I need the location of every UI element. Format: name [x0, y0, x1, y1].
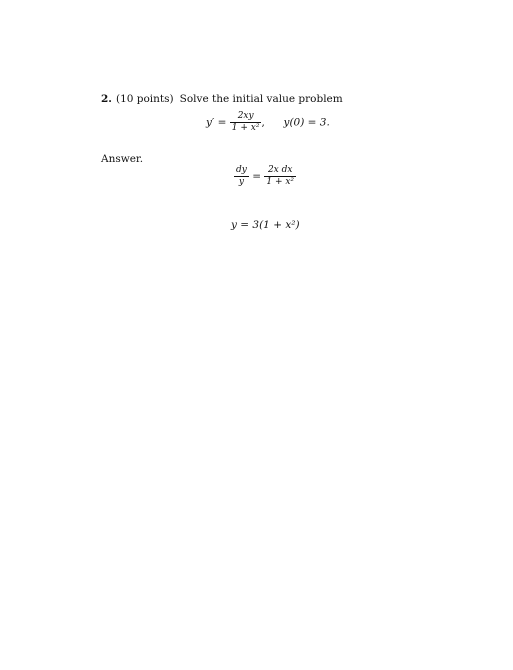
solution-equation: y = 3(1 + x²): [231, 219, 300, 231]
lhs-denominator: y: [238, 177, 244, 187]
lhs-numerator: dy: [236, 165, 247, 175]
separated-equation: [234, 165, 296, 188]
problem-points: (10 points): [115, 93, 174, 105]
equation-numerator: 2xy: [237, 111, 254, 121]
problem-heading: [101, 92, 343, 106]
equation-lhs: y′ =: [206, 116, 227, 129]
problem-number: 2.: [101, 93, 112, 105]
rhs-numerator: 2x dx: [267, 165, 293, 175]
equation-fraction: [230, 111, 265, 134]
answer-label: Answer.: [101, 153, 144, 165]
problem-statement: Solve the initial value problem: [179, 93, 343, 105]
initial-condition: y(0) = 3.: [283, 116, 330, 129]
equals-sign: =: [252, 170, 262, 183]
lhs-fraction: [234, 165, 249, 188]
equation-comma: ,: [261, 116, 265, 129]
equation-denominator: 1 + x²: [231, 123, 260, 133]
initial-value-equation: [206, 111, 330, 134]
rhs-denominator: 1 + x²: [266, 177, 295, 187]
rhs-fraction: [264, 165, 296, 188]
